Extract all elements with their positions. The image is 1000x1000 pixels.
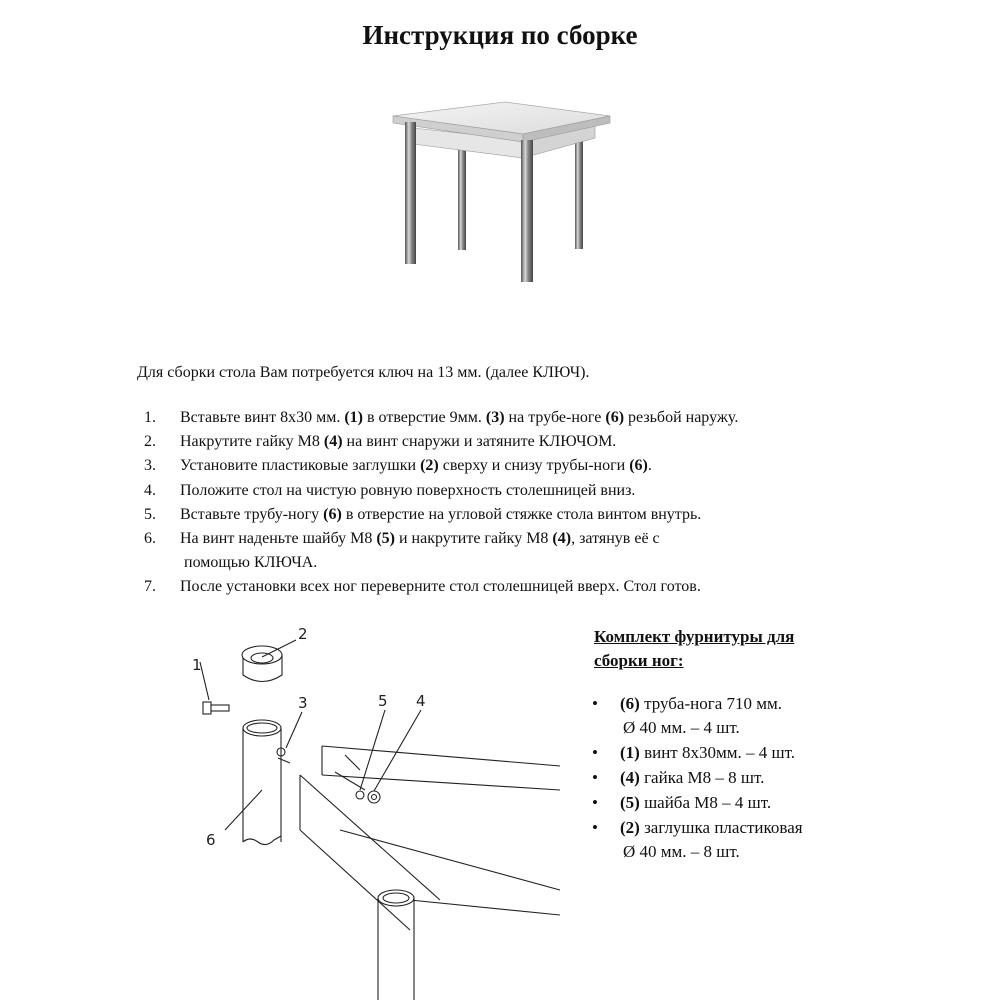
kit-item bbox=[592, 791, 872, 815]
step-text: на винт снаружи и затяните КЛЮЧОМ. bbox=[342, 433, 617, 451]
part-ref: (6) bbox=[323, 505, 342, 523]
part-ref: (3) bbox=[485, 409, 505, 426]
kit-item bbox=[592, 741, 872, 765]
page-title: Инструкция по сборке bbox=[362, 20, 638, 50]
kit-item-text: заглушка пластиковая bbox=[639, 818, 803, 837]
bullet-icon: • bbox=[592, 743, 598, 762]
assembly-diagram bbox=[180, 620, 580, 1000]
table-photo bbox=[385, 92, 625, 292]
kit-item-text: гайка М8 – 8 шт. bbox=[639, 768, 765, 787]
bullet-icon: • bbox=[592, 793, 598, 812]
part-ref: (4) bbox=[323, 433, 343, 451]
step-text: сверху и снизу трубы-ноги bbox=[438, 457, 630, 475]
step-item bbox=[137, 406, 857, 430]
step-text: , затянув её с bbox=[571, 530, 660, 548]
step-item bbox=[137, 575, 857, 599]
step-number: 4. bbox=[144, 481, 156, 499]
kit-heading bbox=[594, 625, 864, 673]
step-text: Вставьте трубу-ногу bbox=[180, 505, 324, 523]
step-text: . bbox=[647, 457, 652, 475]
part-ref: (6) bbox=[629, 457, 648, 475]
kit-item bbox=[592, 692, 872, 740]
kit-item-code: (5) bbox=[620, 793, 640, 812]
step-item bbox=[137, 527, 857, 575]
kit-item-subtext: Ø 40 мм. – 4 шт. bbox=[623, 718, 740, 737]
kit-item bbox=[592, 766, 872, 790]
table-frame-part bbox=[300, 710, 560, 930]
step-item bbox=[137, 503, 857, 527]
label-5: 5 bbox=[378, 692, 388, 710]
part-ref: (6) bbox=[605, 409, 625, 426]
label-1: 1 bbox=[192, 656, 202, 674]
step-number: 7. bbox=[144, 578, 156, 596]
kit-item-code: (6) bbox=[620, 694, 640, 713]
kit-item-subtext: Ø 40 мм. – 8 шт. bbox=[623, 842, 740, 861]
kit-item-text: труба-нога 710 мм. bbox=[639, 694, 783, 713]
kit-item bbox=[592, 816, 872, 864]
kit-item-text: винт 8х30мм. – 4 шт. bbox=[639, 743, 795, 762]
kit-list bbox=[592, 692, 872, 865]
step-text: в отверстие на угловой стяжке стола винтом внутрь. bbox=[341, 505, 702, 523]
step-number: 2. bbox=[144, 433, 156, 451]
bullet-icon: • bbox=[592, 818, 598, 837]
step-number: 5. bbox=[144, 505, 156, 523]
kit-item-text: шайба М8 – 4 шт. bbox=[639, 793, 772, 812]
step-text: в отверстие 9мм. bbox=[362, 409, 486, 426]
label-6: 6 bbox=[206, 831, 216, 849]
leg-tube-part bbox=[225, 712, 302, 845]
step-text: на трубе-ноге bbox=[504, 409, 606, 426]
step-text: Накрутите гайку М8 bbox=[180, 433, 324, 451]
kit-item-code: (2) bbox=[620, 818, 640, 837]
step-text-continued: помощью КЛЮЧА. bbox=[184, 554, 318, 572]
step-item bbox=[137, 479, 857, 503]
cap-part bbox=[242, 640, 296, 682]
part-ref: (4) bbox=[552, 530, 572, 548]
step-number: 1. bbox=[144, 409, 156, 426]
bullet-icon: • bbox=[592, 694, 598, 713]
step-item bbox=[137, 454, 857, 478]
steps-list bbox=[137, 406, 857, 600]
part-ref: (2) bbox=[420, 457, 439, 475]
step-text: резьбой наружу. bbox=[624, 409, 739, 426]
bolt-part bbox=[200, 662, 229, 714]
step-text: На винт наденьте шайбу М8 bbox=[180, 530, 377, 548]
step-item bbox=[137, 430, 857, 454]
part-ref: (5) bbox=[376, 530, 395, 548]
label-4: 4 bbox=[416, 692, 426, 710]
step-text: После установки всех ног переверните стол столешницей вверх. Стол готов. bbox=[180, 578, 701, 596]
bullet-icon: • bbox=[592, 768, 598, 787]
step-text: Положите стол на чистую ровную поверхность столешницей вниз. bbox=[180, 481, 636, 499]
kit-item-code: (1) bbox=[620, 743, 640, 762]
kit-item-code: (4) bbox=[620, 768, 640, 787]
kit-heading-line1: Комплект фурнитуры для bbox=[594, 627, 795, 646]
step-text: Вставьте винт 8х30 мм. bbox=[180, 409, 345, 426]
step-number: 3. bbox=[144, 457, 156, 475]
part-ref: (1) bbox=[344, 409, 363, 426]
intro-text: Для сборки стола Вам потребуется ключ на 13 мм. (далее КЛЮЧ). bbox=[137, 364, 590, 381]
kit-heading-line2: сборки ног: bbox=[594, 651, 684, 670]
step-text: Установите пластиковые заглушки bbox=[180, 457, 421, 475]
label-2: 2 bbox=[298, 625, 308, 643]
step-text: и накрутите гайку М8 bbox=[394, 530, 553, 548]
label-3: 3 bbox=[298, 694, 308, 712]
step-number: 6. bbox=[144, 530, 156, 548]
